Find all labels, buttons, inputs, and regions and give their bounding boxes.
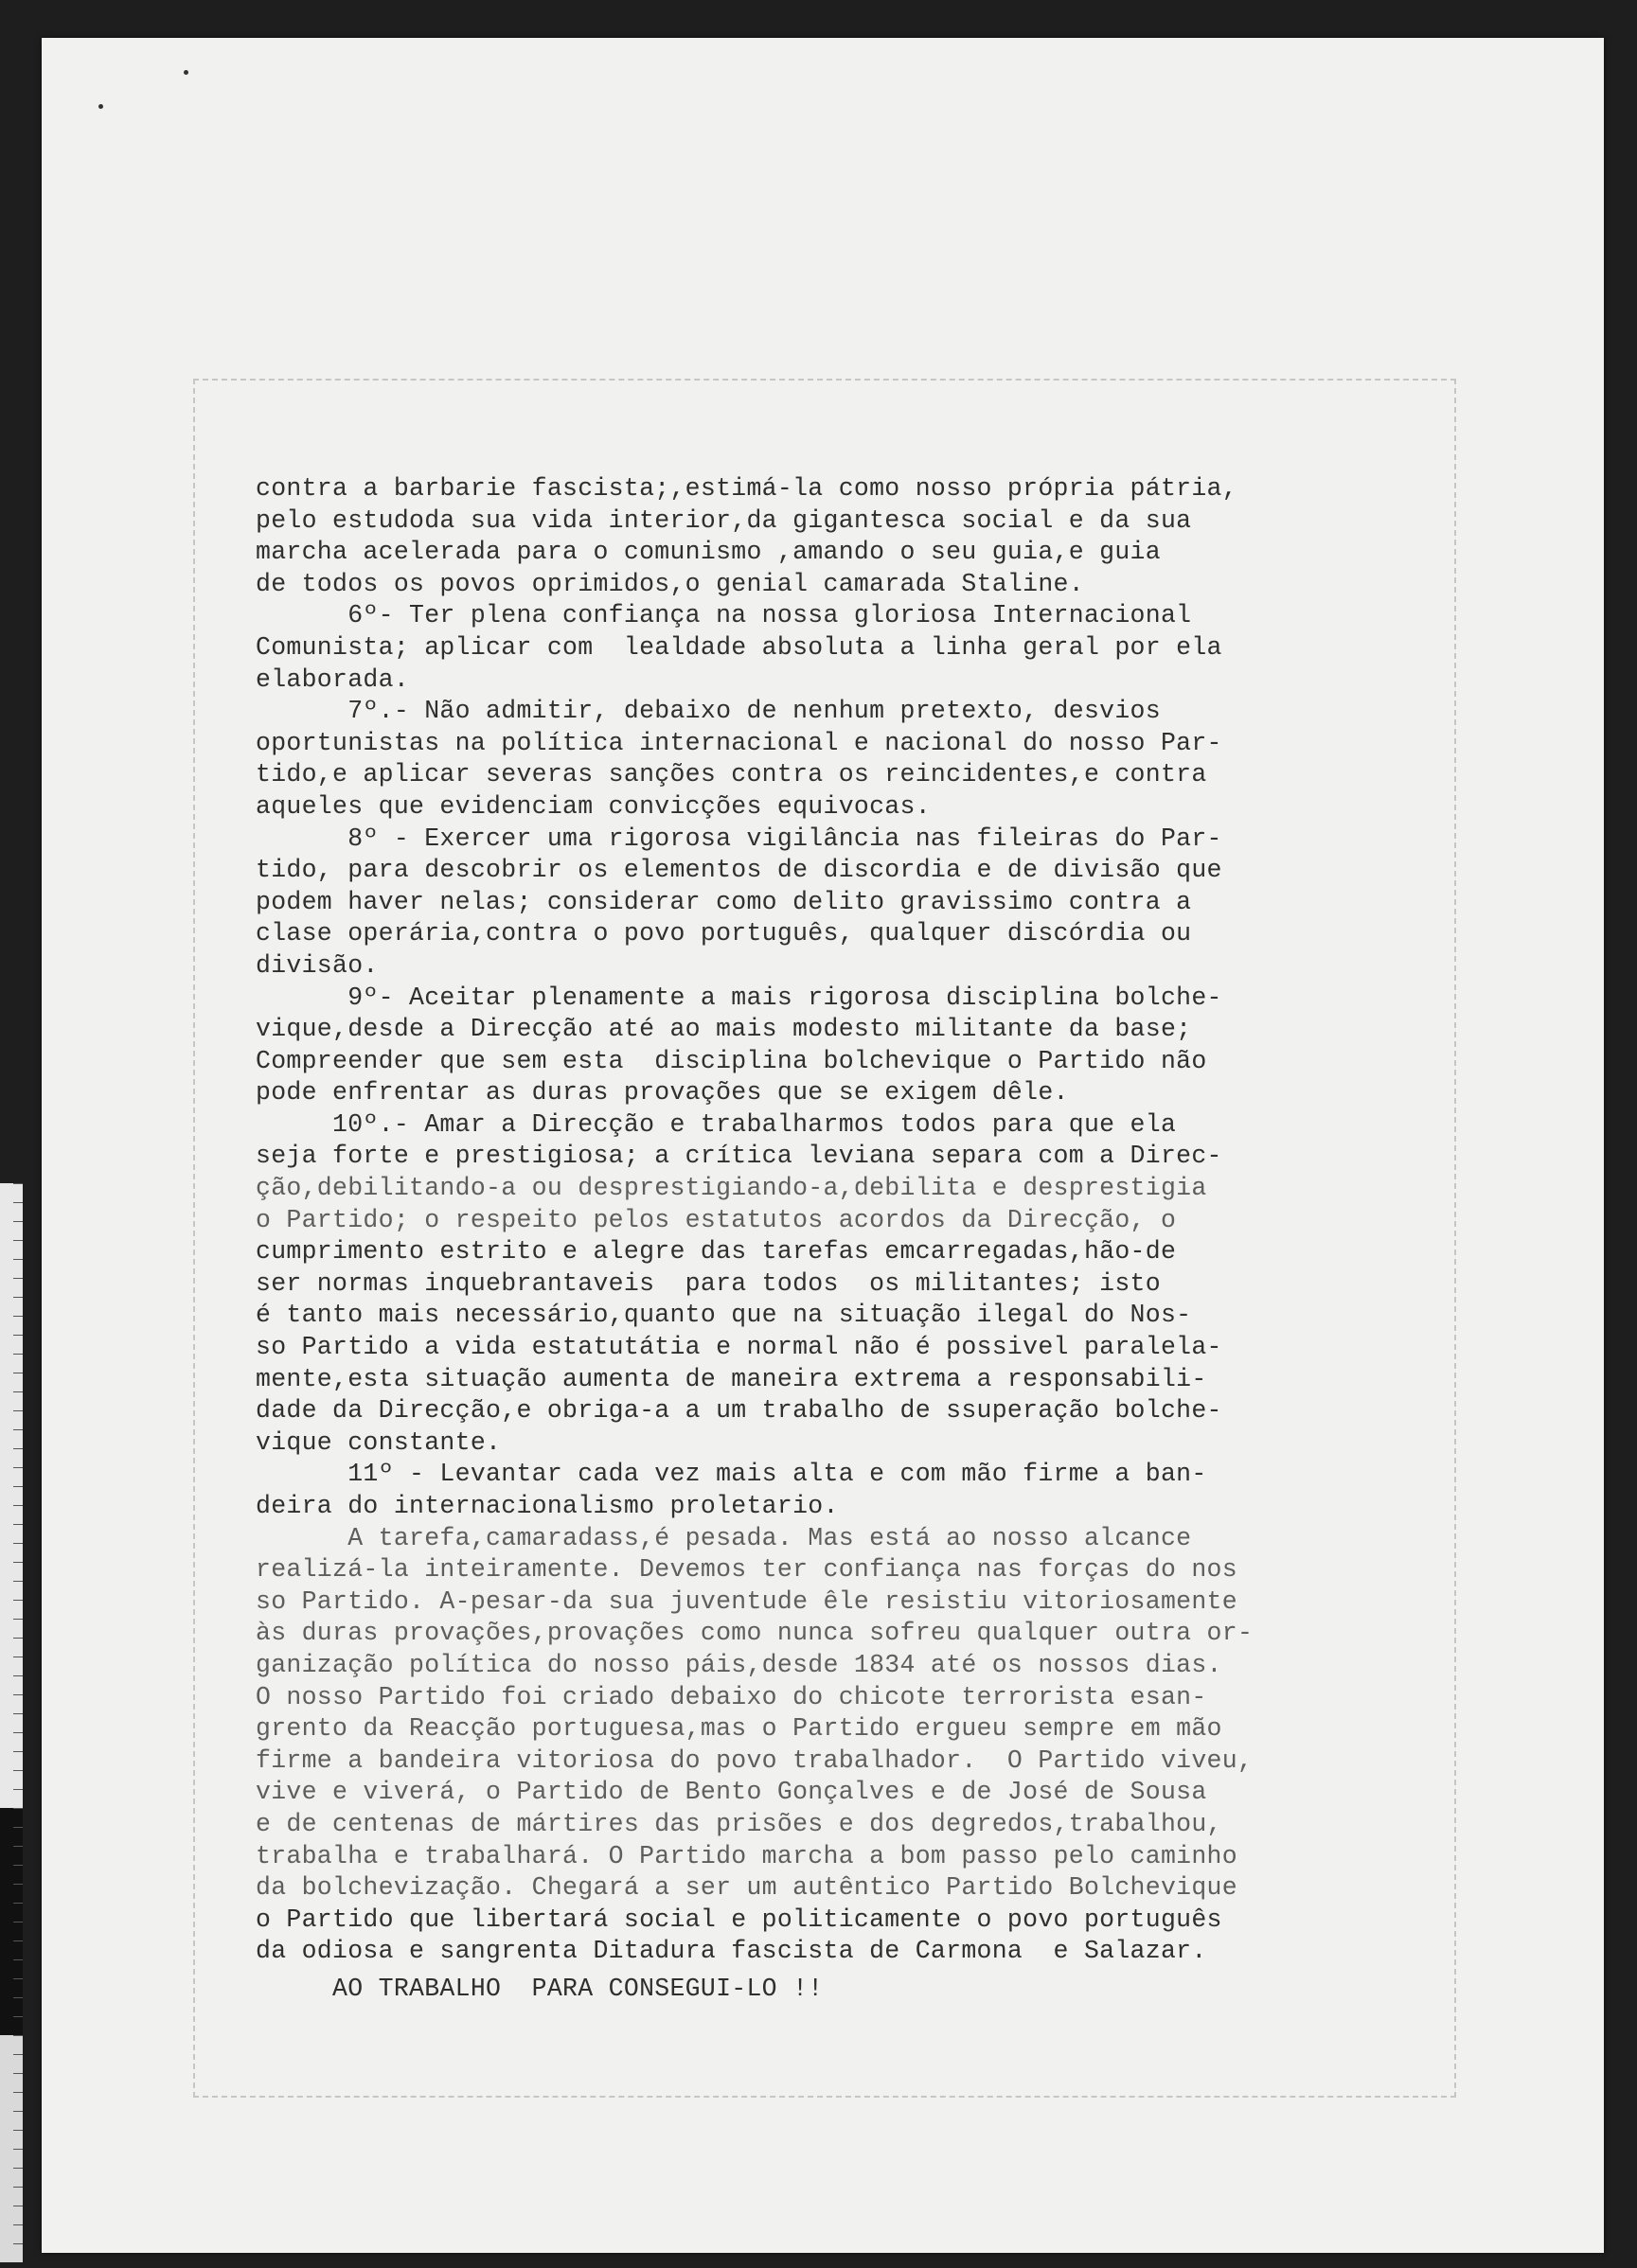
text-line: da bolchevização. Chegará a ser um autêntico Partido Bolchevique: [256, 1873, 1237, 1903]
text-line: 6º- Ter plena confiança na nossa gloriosa Internacional: [256, 601, 1192, 630]
text-line: 11º - Levantar cada vez mais alta e com mão firme a ban-: [256, 1460, 1207, 1489]
speck-mark: [184, 70, 188, 75]
text-line: 8º - Exercer uma rigorosa vigilância nas fileiras do Par-: [256, 824, 1222, 853]
text-line: vive e viverá, o Partido de Bento Gonçalves e de José de Sousa: [256, 1778, 1207, 1807]
closing-line: AO TRABALHO PARA CONSEGUI-LO !!: [256, 1974, 824, 2003]
text-line: trabalha e trabalhará. O Partido marcha a bom passo pelo caminho: [256, 1841, 1237, 1870]
text-line: seja forte e prestigiosa; a crítica leviana separa com a Direc-: [256, 1142, 1222, 1171]
text-line: realizá-la inteiramente. Devemos ter confiança nas forças do nos: [256, 1555, 1237, 1585]
text-line: grento da Reacção portuguesa,mas o Partido ergueu sempre em mão: [256, 1714, 1222, 1744]
speck-mark: [98, 104, 103, 109]
text-line: marcha acelerada para o comunismo ,amando o seu guia,e guia: [256, 538, 1161, 567]
text-line: oportunistas na política internacional e nacional do nosso Par-: [256, 728, 1222, 757]
text-line: às duras provações,provações como nunca sofreu qualquer outra or-: [256, 1619, 1254, 1648]
text-line: clase operária,contra o povo português, qualquer discórdia ou: [256, 919, 1192, 948]
text-line: firme a bandeira vitoriosa do povo trabalhador. O Partido viveu,: [256, 1745, 1254, 1775]
document-body: [256, 473, 1297, 2006]
text-line: ção,debilitando-a ou desprestigiando-a,debilita e desprestigia: [256, 1174, 1207, 1203]
text-line: aqueles que evidenciam convicções equivocas.: [256, 791, 931, 821]
text-line: elaborada.: [256, 664, 410, 694]
text-line: deira do internacionalismo proletario.: [256, 1492, 839, 1520]
text-line: vique,desde a Direcção até ao mais modesto militante da base;: [256, 1015, 1192, 1044]
text-line: ser normas inquebrantaveis para todos os militantes; isto: [256, 1268, 1161, 1298]
text-line: e de centenas de mártires das prisões e dos degredos,trabalhou,: [256, 1809, 1222, 1838]
text-line: é tanto mais necessário,quanto que na situação ilegal do Nos-: [256, 1301, 1192, 1330]
text-line: pode enfrentar as duras provações que se exigem dêle.: [256, 1078, 1069, 1107]
text-line: Comunista; aplicar com lealdade absoluta a linha geral por ela: [256, 632, 1222, 662]
text-line: ganização política do nosso páis,desde 1834 até os nossos dias.: [256, 1650, 1222, 1679]
scale-ruler: [0, 1183, 23, 2262]
text-line: 10º.- Amar a Direcção e trabalharmos todos para que ela: [256, 1109, 1177, 1139]
text-line: de todos os povos oprimidos,o genial camarada Staline.: [256, 569, 1084, 598]
text-line: Compreender que sem esta disciplina bolchevique o Partido não: [256, 1046, 1207, 1075]
text-line: pelo estudoda sua vida interior,da gigantesca social e da sua: [256, 505, 1192, 535]
text-line: divisão.: [256, 950, 379, 980]
text-line: cumprimento estrito e alegre das tarefas emcarregadas,hão-de: [256, 1237, 1177, 1267]
text-line: so Partido a vida estatutátia e normal não é possivel paralela-: [256, 1333, 1222, 1362]
text-line: contra a barbarie fascista;,estimá-la como nosso própria pátria,: [256, 474, 1237, 503]
text-line: mente,esta situação aumenta de maneira extrema a responsabili-: [256, 1364, 1207, 1393]
text-line: tido,e aplicar severas sanções contra os reincidentes,e contra: [256, 760, 1207, 789]
text-line: vique constante.: [256, 1427, 502, 1457]
text-line: so Partido. A-pesar-da sua juventude êle resistiu vitoriosamente: [256, 1586, 1237, 1616]
text-line: A tarefa,camaradass,é pesada. Mas está ao nosso alcance: [256, 1523, 1192, 1552]
text-line: tido, para descobrir os elementos de discordia e de divisão que: [256, 856, 1222, 885]
text-line: da odiosa e sangrenta Ditadura fascista de Carmona e Salazar.: [256, 1937, 1207, 1966]
text-line: dade da Direcção,e obriga-a a um trabalho de ssuperação bolche-: [256, 1396, 1222, 1426]
text-line: o Partido que libertará social e politicamente o povo português: [256, 1905, 1222, 1934]
text-line: o Partido; o respeito pelos estatutos acordos da Direcção, o: [256, 1205, 1177, 1234]
text-line: 7º.- Não admitir, debaixo de nenhum pretexto, desvios: [256, 697, 1161, 726]
text-line: podem haver nelas; considerar como delito gravissimo contra a: [256, 887, 1192, 916]
text-line: O nosso Partido foi criado debaixo do chicote terrorista esan-: [256, 1682, 1207, 1711]
text-line: 9º- Aceitar plenamente a mais rigorosa disciplina bolche-: [256, 983, 1222, 1012]
